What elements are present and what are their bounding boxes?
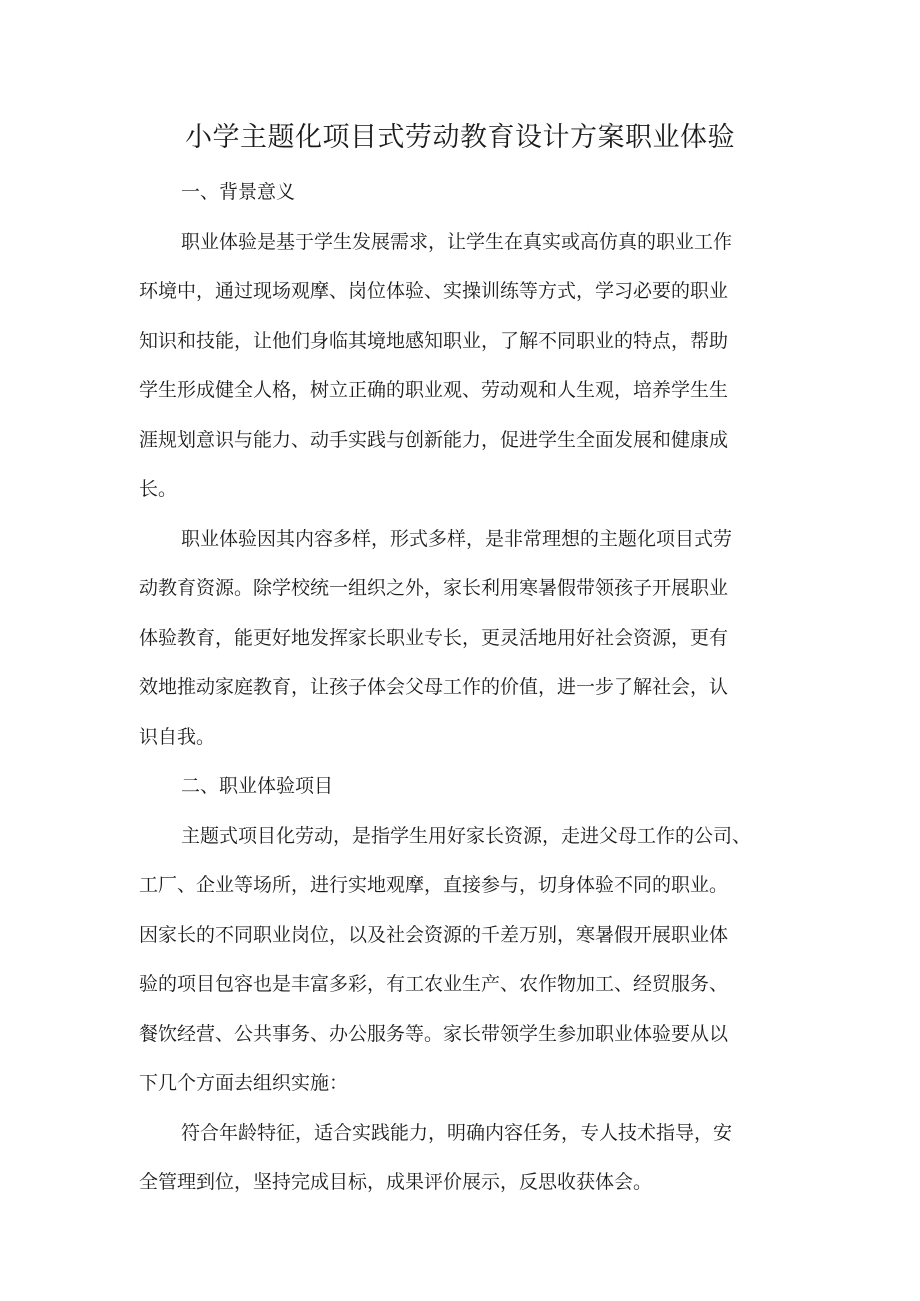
paragraph-line: 验的项目包容也是丰富多彩，有工农业生产、农作物加工、经贸服务、 xyxy=(139,973,729,995)
paragraph-line: 知识和技能，让他们身临其境地感知职业，了解不同职业的特点，帮助 xyxy=(139,329,729,352)
paragraph-line: 餐饮经营、公共事务、办公服务等。家长带领学生参加职业体验要从以 xyxy=(139,1022,729,1045)
paragraph-line: 长。 xyxy=(139,478,178,500)
section-heading-background: 一、背景意义 xyxy=(181,181,296,203)
paragraph-2 xyxy=(139,515,791,763)
paragraph-line: 学生形成健全人格，树立正确的职业观、劳动观和人生观，培养学生生 xyxy=(139,379,729,401)
paragraph-line: 效地推动家庭教育，让孩子体会父母工作的价值，进一步了解社会，认 xyxy=(139,676,729,698)
paragraph-line: 因家长的不同职业岗位，以及社会资源的千差万别，寒暑假开展职业体 xyxy=(139,923,729,946)
paragraph-4 xyxy=(139,1109,791,1208)
paragraph-line: 环境中，通过现场观摩、岗位体验、实操训练等方式，学习必要的职业 xyxy=(139,280,729,302)
document-title: 小学主题化项目式劳动教育设计方案职业体验 xyxy=(185,122,735,153)
paragraph-line: 主题式项目化劳动，是指学生用好家长资源，走进父母工作的公司、 xyxy=(181,824,752,847)
paragraph-line: 体验教育，能更好地发挥家长职业专长，更灵活地用好社会资源，更有 xyxy=(139,626,729,649)
section-heading-projects: 二、职业体验项目 xyxy=(181,775,334,797)
paragraph-line: 全管理到位，坚持完成目标，成果评价展示，反思收获体会。 xyxy=(139,1171,653,1193)
paragraph-line: 符合年龄特征，适合实践能力，明确内容任务，专人技术指导，安 xyxy=(181,1121,733,1144)
paragraph-1 xyxy=(139,218,791,515)
paragraph-line: 涯规划意识与能力、动手实践与创新能力，促进学生全面发展和健康成 xyxy=(139,428,729,451)
paragraph-line: 动教育资源。除学校统一组织之外，家长利用寒暑假带领孩子开展职业 xyxy=(139,577,729,599)
paragraph-line: 下几个方面去组织实施： xyxy=(139,1072,349,1094)
document-body xyxy=(139,168,791,1208)
paragraph-line: 工厂、企业等场所，进行实地观摩，直接参与，切身体验不同的职业。 xyxy=(139,874,729,896)
paragraph-line: 职业体验因其内容多样，形式多样，是非常理想的主题化项目式劳 xyxy=(181,527,733,550)
paragraph-line: 识自我。 xyxy=(139,725,216,748)
paragraph-3 xyxy=(139,812,791,1109)
paragraph-line: 职业体验是基于学生发展需求，让学生在真实或高仿真的职业工作 xyxy=(181,230,733,253)
